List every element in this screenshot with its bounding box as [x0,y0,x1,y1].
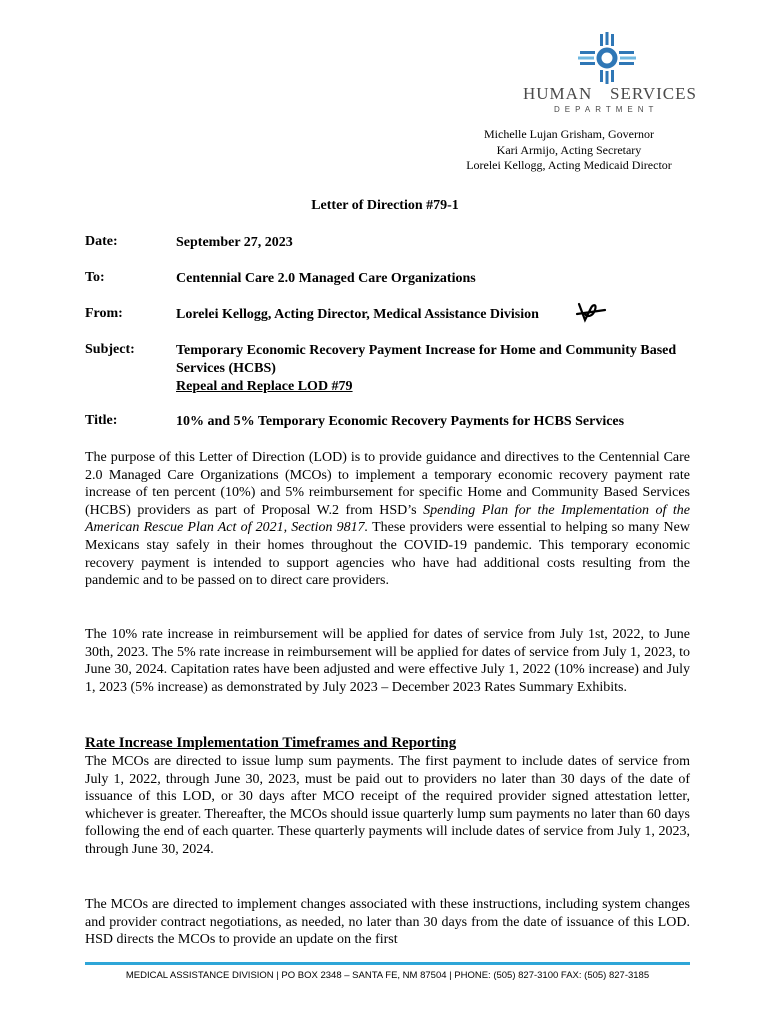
paragraph-purpose-part1: The purpose of this Letter of Direction (LOD) is to provide guidance and directives to the Centennial Care 2.0 Managed Care Organizations (MCOs) to implement a temporary economic recovery payment rate increase of ten percent (10%) and 5% reimbursement for specific Home and Community Based Services (HCBS) providers as part of Proposal W.2 from HSD’s [85,450,690,518]
zia-symbol-icon [520,32,700,84]
from-value: Lorelei Kellogg, Acting Director, Medical Assistance Division [176,307,539,322]
official-secretary: Kari Armijo, Acting Secretary [496,142,642,157]
officials-block [440,127,698,174]
hsd-logo [520,32,700,122]
logo-word-services: SERVICES [610,84,697,103]
section-heading: Rate Increase Implementation Timeframes and Reporting [85,735,457,751]
from-label: From: [85,306,123,321]
paragraph-purpose-part2: These providers were essential to helping so many New Mexicans stay safely in their homes throughout the COVID-19 pandemic. This temporary economic recovery payment is intended to support agencies who have had additional costs resulting from the pandemic and to be passed on to direct care providers. [85,520,690,589]
to-label: To: [85,270,105,285]
paragraph-lump-sum: The MCOs are directed to issue lump sum payments. The first payment to include dates of service from July 1, 2022, through June 30, 2023, must be paid out to providers no later than 30 days of the date of issuance of this LOD, or 30 days after MCO receipt of the required provider signed attestation letter, whichever is greater. Thereafter, the MCOs should issue quarterly lump sum payments no later than 60 days following the end of each quarter. These quarterly payments will include dates of service from July 1, 2023, through June 30, 2024. [85,754,690,857]
logo-word-human: HUMAN [523,84,593,103]
paragraph-purpose [85,449,690,590]
paragraph-rate-increase: The 10% rate increase in reimbursement will be applied for dates of service from July 1st, 2022, to June 30th, 2023. The 5% rate increase in reimbursement will be applied for dates of service from July 1, 2023, to June 30, 2024. Capitation rates have been adjusted and were effective July 1, 2022 (10% increase) and July 1, 2023 (5% increase) as demonstrated by July 2023 – December 2023 Rates Summary Exhibits. [85,627,690,695]
title-value: 10% and 5% Temporary Economic Recovery Payments for HCBS Services [176,414,625,429]
official-medicaid-director: Lorelei Kellogg, Acting Medicaid Director [466,158,672,172]
logo-word-department: DEPARTMENT [554,105,659,114]
footer-contact: MEDICAL ASSISTANCE DIVISION | PO BOX 2348 – SANTA FE, NM 87504 | PHONE: (505) 827-3100 FAX: (505) 827-3185 [125,970,650,981]
date-value: September 27, 2023 [176,235,293,250]
signature-initials [575,300,607,329]
paragraph-implementation: The MCOs are directed to implement changes associated with these instructions, including system changes and provider contract negotiations, as needed, no later than 30 days from the date of issuance of this LOD. HSD directs the MCOs to provide an update on the first [85,897,690,948]
letter-title: Letter of Direction #79-1 [311,198,459,213]
paragraph-purpose-italic: Spending Plan for the Implementation of the American Rescue Plan Act of 2021, Section 9817. [85,502,690,536]
date-label: Date: [85,234,118,249]
subject-label: Subject: [85,342,135,357]
subject-value [176,342,696,396]
footer-divider [85,962,690,965]
title-label: Title: [85,413,118,428]
subject-line-2: Repeal and Replace LOD #79 [176,379,353,394]
subject-line-1: Temporary Economic Recovery Payment Increase for Home and Community Based Services (HCBS) [176,343,677,376]
to-value: Centennial Care 2.0 Managed Care Organizations [176,271,476,286]
official-governor: Michelle Lujan Grisham, Governor [484,127,654,141]
signature-mark-icon [575,300,607,324]
